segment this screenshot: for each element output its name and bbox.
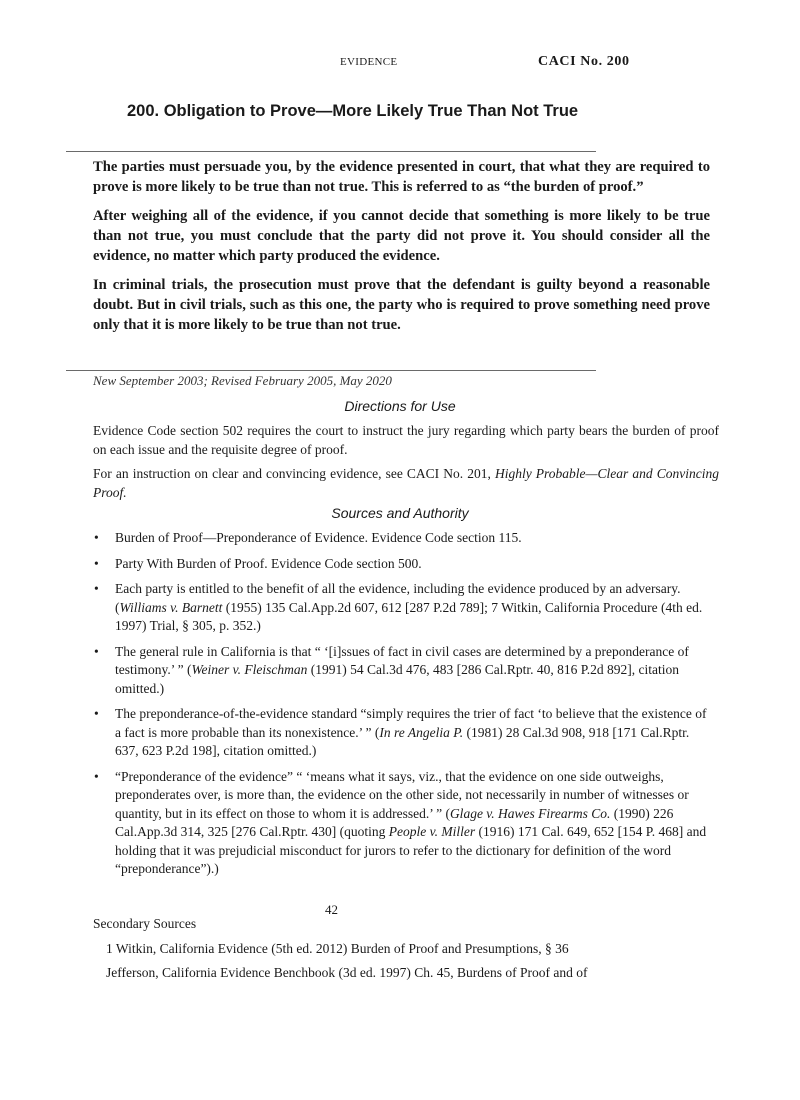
bottom-rule (66, 370, 596, 371)
bullet-icon: • (94, 530, 99, 545)
case-citation: People v. Miller (388, 824, 476, 839)
source-text: (1981) 28 Cal.3d 908, 918 [171 Cal.Rptr. 637, 623 P.2d 198], citation omitted.) (115, 724, 690, 758)
directions-for-use (93, 421, 719, 507)
directions-paragraph-1: Evidence Code section 502 requires the court to instruct the jury regarding which party bears the burden of proof on each issue and the requisite degree of proof. (93, 423, 719, 457)
instruction-paragraph-2: After weighing all of the evidence, if you cannot decide that something is more likely to be true than not true, you must conclude that the party did not prove it. You should consider all the evidence, no matter which party produced the evidence. (93, 208, 710, 264)
case-citation: Williams v. Barnett (119, 599, 223, 615)
source-text: (1990) 226 Cal.App.3d 314, 325 [276 Cal.Rptr. 430] (quoting (115, 805, 674, 839)
running-head: EVIDENCE (340, 56, 398, 68)
case-citation: In re Angelia P. (379, 724, 464, 740)
directions-heading: Directions for Use (344, 398, 456, 414)
source-item (93, 705, 708, 761)
case-citation: Weiner v. Fleischman (191, 662, 308, 677)
source-item (93, 643, 708, 699)
bullet-icon: • (94, 555, 99, 571)
source-text: (1991) 54 Cal.3d 476, 483 [286 Cal.Rptr. 40, 816 P.2d 892], citation omitted.) (115, 662, 679, 696)
bullet-icon: • (94, 706, 99, 721)
instruction-paragraph-1: The parties must persuade you, by the evidence presented in court, that what they are required to prove is more likely to be true than not true. This is referred to as “the burden of proof.” (93, 159, 710, 195)
source-text: The general rule in California is that “ ‘[i]ssues of fact in civil cases are determined by a preponderance of testimony.’ ” ( (115, 643, 689, 677)
source-item (93, 555, 708, 574)
source-text: (1955) 135 Cal.App.2d 607, 612 [287 P.2d 789]; 7 Witkin, California Procedure (4th ed. 1997) Trial, § 305, p. 352.) (115, 599, 703, 633)
source-item (93, 529, 708, 548)
instruction-text (93, 157, 710, 344)
instruction-paragraph-3: In criminal trials, the prosecution must prove that the defendant is guilty beyond a reasonable doubt. But in civil trials, such as this one, the party who is required to prove something need prove only that it is more likely to be true than not true. (93, 277, 710, 333)
caci-number: CACI No. 200 (538, 54, 630, 69)
case-citation: Glage v. Hawes Firearms Co. (449, 805, 611, 821)
source-text: Burden of Proof—Preponderance of Evidence. Evidence Code section 115. (115, 530, 522, 545)
sources-heading: Sources and Authority (331, 505, 469, 521)
secondary-source-item: 1 Witkin, California Evidence (5th ed. 2012) Burden of Proof and Presumptions, § 36 (106, 941, 569, 956)
page-number: 42 (325, 902, 338, 917)
source-text: Each party is entitled to the benefit of all the evidence, including the evidence produced by an adversary. ( (115, 581, 681, 615)
top-rule (66, 151, 596, 152)
sources-list (93, 529, 708, 886)
cross-reference-title: Highly Probable—Clear and Convincing Proof. (93, 466, 719, 500)
source-text: (1916) 171 Cal. 649, 652 [154 P. 468] and holding that it was prejudicial misconduct for jurors to refer to the dictionary for definition of the word “preponderance”).) (115, 824, 707, 876)
directions-paragraph-2-text: For an instruction on clear and convincing evidence, see CACI No. 201, (93, 466, 495, 481)
secondary-sources-list (106, 940, 666, 987)
instruction-title: 200. Obligation to Prove—More Likely True Than Not True (127, 102, 579, 120)
bullet-icon: • (94, 643, 99, 659)
revision-history: New September 2003; Revised February 2005, May 2020 (93, 373, 392, 388)
source-item (93, 768, 708, 879)
secondary-source-item: Jefferson, California Evidence Benchbook (3d ed. 1997) Ch. 45, Burdens of Proof and of (106, 964, 588, 980)
directions-paragraph-2 (93, 464, 719, 502)
source-text: “Preponderance of the evidence” “ ‘means what it says, viz., that the evidence on one side outweighs, preponderates over, is more than, the evidence on the other side, not necessarily in number of witnesses or quantity, but in its effect on those to whom it is addressed.’ ” ( (115, 768, 689, 821)
source-text: Party With Burden of Proof. Evidence Code section 500. (115, 555, 422, 571)
bullet-icon: • (94, 581, 99, 596)
bullet-icon: • (94, 768, 99, 784)
source-item (93, 580, 708, 636)
source-text: The preponderance-of-the-evidence standard “simply requires the trier of fact ‘to believe that the existence of a fact is more probable than its nonexistence.’ ” ( (115, 706, 707, 740)
secondary-sources-heading: Secondary Sources (93, 916, 197, 931)
